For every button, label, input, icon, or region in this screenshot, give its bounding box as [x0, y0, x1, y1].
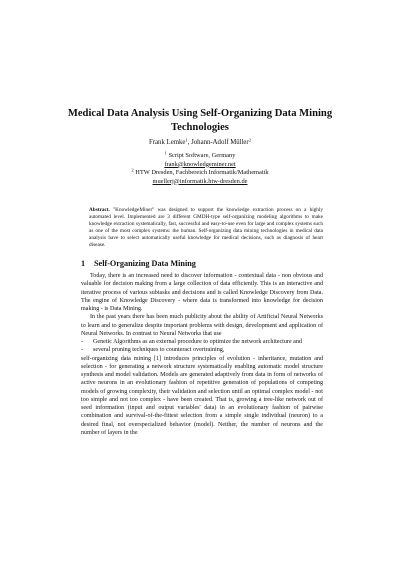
- list-bullet: -: [81, 339, 84, 345]
- author-separator: ,: [187, 139, 192, 146]
- paper-title: Medical Data Analysis Using Self-Organizing Data Mining Technologies: [67, 108, 333, 133]
- list-item: [81, 338, 323, 346]
- author-email[interactable]: muellerj@informatik.htw-dresden.de: [152, 177, 248, 185]
- author-line: [60, 138, 340, 147]
- section-number: 1: [81, 259, 86, 268]
- author-email[interactable]: frank@knowledgeminer.net: [164, 160, 236, 168]
- list-item-text: several pruning techniques to counteract overtraining,: [93, 347, 225, 354]
- abstract-text: "KnowledgeMiner" was designed to support the knowledge extraction process on a highly automated level. Implemented are 3 different GMDH-type self-organizing modeling algorithms to make knowledge extraction systematically, fast, successful and easy-to-use even for large and complex systems such as one of the most complex systems: the human. Self-organizing data mining technologies in medical data analysis have to select automatically useful knowledge for medical decisions, such as diagnosis of heart disease.: [89, 207, 323, 249]
- affiliation-marker: 1: [164, 150, 167, 156]
- author-affiliation-marker: 2: [248, 137, 251, 143]
- author-name: Frank Lemke: [148, 139, 186, 146]
- section-heading: [81, 259, 196, 269]
- affiliation: [60, 152, 340, 169]
- section-body: [81, 272, 323, 437]
- abstract-label: Abstract.: [89, 207, 110, 213]
- paragraph: self-organizing data mining [1] introduces principles of evolution - inheritance, mutation and selection - for generating a network structure systematically enabling automatic model structure synthesis and model validation. Models are generated adaptively from data in form of networks of active neurons in an evolutionary fashion of repetitive generation of populations of competing models of growing complexity, their validation and selection until an optimal complex model - not too simple and not too complex - have been created. That is, growing a tree-like network out of seed information (input and output variables' data) in an evolutionary fashion of pairwise combination and survival-of-the-fittest selection from a simple single individual (neuron) to a desired final, not overspecialized behavior (model). Neither, the number of neurons and the number of layers in the: [81, 355, 323, 436]
- affiliation: [60, 169, 340, 186]
- affiliation-name: Script Software, Germany: [168, 152, 236, 159]
- list-item-text: Genetic Algorithms as an external procedure to optimize the network architecture and: [93, 339, 302, 345]
- list-item: [81, 346, 323, 354]
- paragraph: In the past years there has been much publicity about the ability of Artificial Neural Networks to learn and to generalize despite important problems with design, development and application of Neural Networks. In contrast to Neural Networks that use: [81, 314, 323, 337]
- list-bullet: -: [81, 347, 84, 354]
- author-affiliation-marker: 1: [185, 137, 188, 143]
- author-name: Johann-Adolf Müller: [191, 139, 249, 146]
- affiliation-name: HTW Dresden, Fachbereich Informatik/Mathematik: [135, 169, 269, 176]
- section-title: Self-Organizing Data Mining: [94, 259, 196, 268]
- affiliation-marker: 2: [131, 167, 134, 173]
- paragraph: Today, there is an increased need to discover information - contextual data - non obvious and valuable for decision making from a large collection of data efficiently. This is an interactive and iterative process of various subtasks and decisions and is called Knowledge Discovery from Data. The engine of Knowledge Discovery - where data is transformed into knowledge for decision making - is Data Mining.: [81, 273, 323, 312]
- abstract: [89, 207, 323, 250]
